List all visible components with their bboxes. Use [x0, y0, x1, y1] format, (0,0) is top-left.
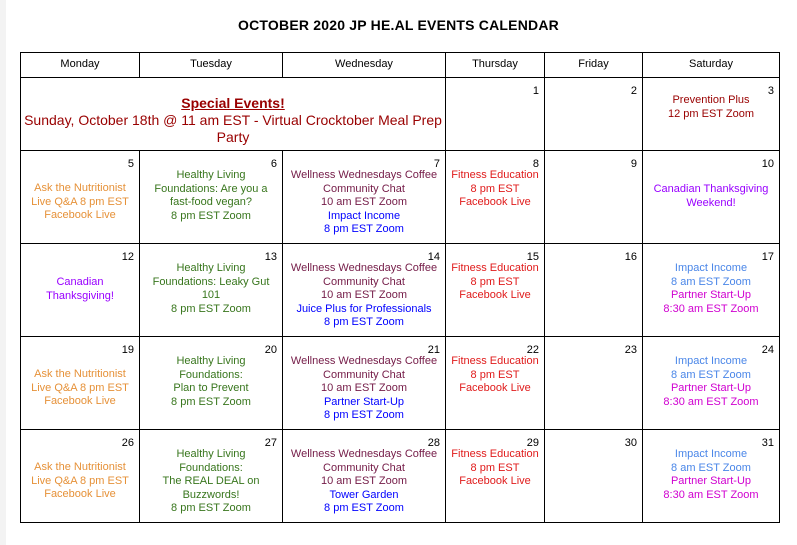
day-cell [283, 151, 446, 244]
day-cell [446, 78, 545, 151]
event-line: Foundations: Are you a [154, 182, 268, 195]
weekday-tuesday: Tuesday [140, 53, 283, 78]
event-line: 8:30 am EST Zoom [663, 395, 759, 408]
event-block [283, 244, 445, 303]
weekday-thursday: Thursday [446, 53, 545, 78]
day-cell [643, 244, 780, 337]
day-number: 27 [264, 437, 277, 449]
day-cell [21, 244, 140, 337]
event-line: 8 am EST Zoom [671, 368, 751, 381]
event-line: 10 am EST Zoom [321, 196, 407, 208]
event-line: 10 am EST Zoom [321, 475, 407, 487]
day-cell [643, 430, 780, 523]
event-block [140, 151, 282, 223]
event-block [140, 430, 282, 516]
event-block [140, 337, 282, 409]
day-number: 28 [427, 437, 440, 449]
event-line: Fitness Education [451, 169, 539, 181]
day-number: 26 [121, 437, 134, 449]
event-line: 8 pm EST Zoom [324, 316, 404, 328]
event-line: Community Chat [323, 182, 405, 195]
day-number: 1 [532, 85, 539, 97]
event-block [21, 151, 139, 223]
day-cell [283, 337, 446, 430]
event-line: Ask the Nutritionist [34, 461, 126, 473]
day-cell [446, 244, 545, 337]
event-line: Facebook Live [459, 475, 531, 487]
event-line: Community Chat [323, 461, 405, 474]
day-number: 3 [767, 85, 774, 97]
event-line: 10 am EST Zoom [321, 382, 407, 394]
event-line: Buzzwords! [182, 488, 240, 501]
event-line: Facebook Live [459, 289, 531, 301]
event-line: Partner Start-Up [670, 382, 752, 394]
special-events-heading: Special Events! [181, 95, 285, 111]
day-cell [446, 430, 545, 523]
event-line: Fitness Education [451, 448, 539, 460]
event-line: 8 pm EST Zoom [324, 502, 404, 514]
day-cell [545, 337, 643, 430]
event-line: 8 pm EST [470, 461, 520, 474]
event-line: Ask the Nutritionist [34, 368, 126, 380]
event-line: Prevention Plus [672, 94, 750, 106]
week-row-2 [21, 151, 780, 244]
day-cell [283, 430, 446, 523]
event-line: 8 pm EST Zoom [171, 395, 251, 408]
calendar-title: OCTOBER 2020 JP HE.AL EVENTS CALENDAR [238, 17, 559, 33]
event-line: 8:30 am EST Zoom [663, 302, 759, 315]
event-block [643, 151, 779, 210]
event-line: fast-food vegan? [170, 196, 252, 208]
day-cell [140, 244, 283, 337]
event-line: Healthy Living [176, 262, 246, 274]
event-line: Ask the Nutritionist [34, 182, 126, 194]
day-number: 16 [624, 251, 637, 263]
event-line: Community Chat [323, 275, 405, 288]
event-line: Facebook Live [44, 488, 116, 500]
event-line: Plan to Prevent [173, 382, 249, 394]
event-line: Foundations: [179, 368, 243, 381]
day-number: 31 [761, 437, 774, 449]
day-cell [140, 430, 283, 523]
day-number: 17 [761, 251, 774, 263]
day-cell [545, 430, 643, 523]
day-number: 5 [127, 158, 134, 170]
event-line: Partner Start-Up [670, 289, 752, 301]
event-block [140, 244, 282, 316]
weekday-friday: Friday [545, 53, 643, 78]
event-line: Healthy Living [176, 448, 246, 460]
event-line: Fitness Education [451, 355, 539, 367]
day-cell [21, 337, 140, 430]
day-number: 6 [270, 158, 277, 170]
day-cell [446, 337, 545, 430]
event-block-secondary [283, 396, 445, 423]
event-block [283, 430, 445, 489]
day-number: 24 [761, 344, 774, 356]
day-number: 23 [624, 344, 637, 356]
event-block [283, 151, 445, 210]
event-line: 101 [201, 289, 221, 301]
day-number: 15 [526, 251, 539, 263]
day-number: 7 [433, 158, 440, 170]
event-line: Wellness Wednesdays Coffee [290, 355, 438, 367]
event-line: 8 pm EST Zoom [324, 409, 404, 421]
event-block [283, 337, 445, 396]
event-line: Foundations: Leaky Gut [152, 275, 270, 288]
event-line: Impact Income [674, 448, 748, 460]
event-line: Weekend! [686, 196, 736, 209]
event-line: Facebook Live [459, 196, 531, 208]
event-line: 8 pm EST Zoom [171, 302, 251, 315]
day-cell [643, 151, 780, 244]
event-line: Partner Start-Up [670, 475, 752, 487]
day-cell [545, 244, 643, 337]
event-line: Live Q&A 8 pm EST [31, 195, 129, 208]
week-row-1 [21, 78, 780, 151]
event-line: 8 pm EST Zoom [324, 223, 404, 235]
event-line: 8:30 am EST Zoom [663, 488, 759, 501]
event-line: 8 am EST Zoom [671, 461, 751, 474]
day-number: 21 [427, 344, 440, 356]
event-line: Community Chat [323, 368, 405, 381]
weekday-wednesday: Wednesday [283, 53, 446, 78]
day-cell [21, 151, 140, 244]
event-line: Fitness Education [451, 262, 539, 274]
day-number: 14 [427, 251, 440, 263]
event-block [643, 430, 779, 475]
event-line: 8 pm EST [470, 182, 520, 195]
event-line: Impact Income [674, 262, 748, 274]
day-number: 10 [761, 158, 774, 170]
day-cell [643, 337, 780, 430]
event-line: Canadian Thanksgiving [653, 183, 769, 195]
special-events-text: Sunday, October 18th @ 11 am EST - Virtual Crocktober Meal Prep Party [24, 112, 442, 145]
day-cell [140, 151, 283, 244]
event-line: Facebook Live [459, 382, 531, 394]
day-number: 20 [264, 344, 277, 356]
event-line: Live Q&A 8 pm EST [31, 381, 129, 394]
day-cell [446, 151, 545, 244]
event-line: The REAL DEAL on [162, 475, 260, 487]
weekday-monday: Monday [21, 53, 140, 78]
event-block-secondary [283, 303, 445, 330]
day-cell [283, 244, 446, 337]
event-line: Wellness Wednesdays Coffee [290, 448, 438, 460]
day-cell [643, 78, 780, 151]
event-block-secondary [643, 289, 779, 316]
week-row-5 [21, 430, 780, 523]
week-row-4 [21, 337, 780, 430]
event-line: Facebook Live [44, 395, 116, 407]
calendar-grid [20, 52, 780, 523]
event-block-secondary [283, 489, 445, 516]
event-line: 10 am EST Zoom [321, 289, 407, 301]
event-line: Impact Income [674, 355, 748, 367]
event-line: 8 pm EST Zoom [171, 209, 251, 222]
week-row-3 [21, 244, 780, 337]
day-cell [545, 151, 643, 244]
event-line: Live Q&A 8 pm EST [31, 474, 129, 487]
event-line: 8 pm EST [470, 368, 520, 381]
day-number: 30 [624, 437, 637, 449]
event-line: Tower Garden [329, 488, 399, 501]
event-block [446, 151, 544, 210]
event-block [643, 337, 779, 382]
event-line: 8 am EST Zoom [671, 275, 751, 288]
event-prevention-plus [643, 78, 779, 121]
day-number: 9 [630, 158, 637, 170]
event-block-secondary [643, 475, 779, 502]
day-cell [545, 78, 643, 151]
day-number: 8 [532, 158, 539, 170]
event-block-secondary [283, 210, 445, 237]
event-line: Facebook Live [44, 209, 116, 221]
event-line: Juice Plus for Professionals [296, 302, 432, 315]
day-number: 12 [121, 251, 134, 263]
event-line: Impact Income [327, 209, 401, 222]
event-line: Partner Start-Up [323, 395, 405, 408]
event-line: Healthy Living [176, 355, 246, 367]
event-block-secondary [643, 382, 779, 409]
day-cell [21, 430, 140, 523]
event-line: 8 pm EST [470, 275, 520, 288]
event-block [643, 244, 779, 289]
event-line: Foundations: [179, 461, 243, 474]
special-events-cell [21, 78, 446, 151]
event-line: Healthy Living [176, 169, 246, 181]
day-number: 29 [526, 437, 539, 449]
weekday-header-row [21, 53, 780, 78]
event-line: Canadian [56, 276, 104, 288]
day-cell [140, 337, 283, 430]
weekday-saturday: Saturday [643, 53, 780, 78]
day-number: 22 [526, 344, 539, 356]
day-number: 2 [630, 85, 637, 97]
day-number: 13 [264, 251, 277, 263]
event-line: Thanksgiving! [46, 289, 114, 302]
event-line: Wellness Wednesdays Coffee [290, 169, 438, 181]
event-line: 8 pm EST Zoom [171, 502, 251, 514]
event-line: 12 pm EST Zoom [668, 107, 754, 120]
event-line: Wellness Wednesdays Coffee [290, 262, 438, 274]
day-number: 19 [121, 344, 134, 356]
